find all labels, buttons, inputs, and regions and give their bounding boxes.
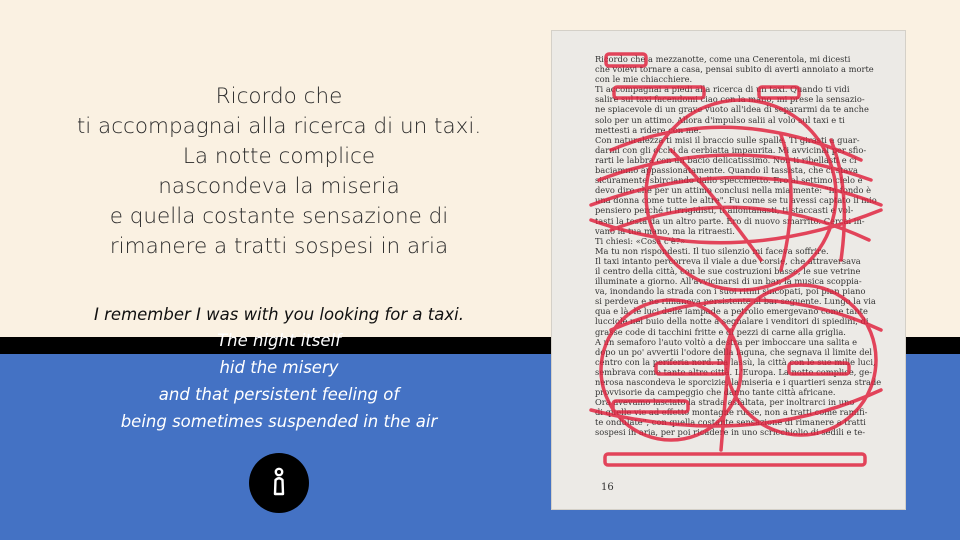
book-page-line: di quelle vie ad effetto montagne russe, non a tratti come ramifi- [595,407,868,418]
blackout-poetry-photo [551,30,906,510]
book-page-line: te ondulate", con quella costante sensazione di rimanere a tratti [595,417,866,428]
book-page-line: sembrava come tante altre città. L'Europa. La notte complice, ge- [595,366,873,377]
book-page-line: dopo un po' avvertii l'odore della laguna, che segnava il limite del [595,346,873,357]
book-page-line: qua e là, le luci delle lampade a petrolio emergevano come tante [595,306,868,317]
english-line: The night itself [217,331,341,350]
italian-poem [40,82,518,262]
book-page-line: tasti la testa da un altro parte. Ero di nuovo smarrito. Cercai in- [595,215,865,226]
book-page-line: Il taxi intanto percorreva il viale a due corsie, che attraversava [595,255,861,266]
book-page-line: darmi con gli occhi da cerbiatta impaurita. Mi avvicinai per sfio- [595,144,867,155]
italian-line: rimanere a tratti sospesi in aria [109,234,449,259]
italian-line: Ricordo che [215,84,343,109]
english-line: hid the misery [219,358,339,377]
english-line: and that persistent feeling of [158,385,400,404]
book-page-line: ne spiacevole di un grave vuoto all'idea di separarmi da te anche [595,104,869,115]
book-page-line: grasse code di tacchini fritte e di pezzi di carne alla griglia. [595,326,846,337]
book-page-line: baciammo appassionatamente. Quando il tassista, che ci stava [595,165,858,176]
book-page-line: provvisorie da campeggio che danno tante città africane. [595,387,836,398]
book-page-line: Ti accompagnai a piedi alla ricerca di un taxi. Quando ti vidi [595,84,850,95]
book-page-line: salire sul taxi facendomi ciao con la mano, mi prese la sensazio- [595,94,865,105]
book-page-line: Ti chiesi: «Cosa c'è?» [595,235,686,246]
page-number: 16 [601,482,614,493]
book-page-line: Con naturalezza ti misi il braccio sulle spalle. Ti girasti a guar- [595,134,860,145]
book-page-line: Ora avevamo lasciato la strada asfaltata, per inoltrarci in uno [595,397,855,408]
book-page-line: si perdeva e ne rimaneva persistente al bar seguente. Lungo la via [595,296,876,307]
book-page-line: il centro della città, con le sue costruzioni basse, le sue vetrine [595,265,861,276]
book-page-line: una donna come tutte le altre". Fu come se tu avessi captato il mio [595,195,877,206]
book-page-line: con le mie chiacchiere. [595,74,693,85]
book-page-line: va, inondando la strada con i suoi ritmi sincopati, poi pian piano [595,286,866,297]
figure-logo-icon [249,453,309,513]
book-page-line: sicuramente sbirciando dallo specchietto. Ero al settimo cielo e [595,175,863,186]
book-page-line: mettesti a ridere con me. [595,124,702,135]
book-page-line: che volevi tornare a casa, pensai subito di averti annoiato a morte [595,64,874,75]
book-page-line: centro con la periferia nord. Da lassù, la città con le sue mille luci, [595,356,876,367]
italian-line: La notte complice [182,144,376,169]
book-page-line: lucciole nel buio della notte a segnalare i venditori di spiedini, di [595,316,869,327]
book-page-line: solo per un attimo. Allora d'impulso salii al volo sul taxi e ti [595,114,845,125]
book-page-line: rarti le labbra con un bacio delicatissimo. Non ti ribellasti e ci [595,154,857,165]
book-page-line: illuminate a giorno. All'avvicinarsi di un bar, la musica scoppia- [595,276,862,287]
english-line: I remember I was with you looking for a taxi. [94,305,464,324]
italian-line: e quella costante sensazione di [109,204,449,229]
book-page-line: devo dire che per un attimo conclusi nella mia mente: "In fondo è [595,185,872,196]
book-page-line: Ma tu non rispondesti. Il tuo silenzio mi faceva soffrire. [595,245,829,256]
book-page-line: nerosa nascondeva le sporcizie, la miseria e i quartieri senza strade [595,377,882,387]
english-line: being sometimes suspended in the air [120,412,438,431]
book-page-line: sospesi in aria, per poi ricadere in uno scricchiolio di sedili e te- [595,427,866,438]
book-page-line: Ricordo che a mezzanotte, come una Cenerentola, mi dicesti [595,54,851,64]
italian-line: ti accompagnai alla ricerca di un taxi. [76,114,482,139]
italian-line: nascondeva la miseria [158,174,400,199]
book-page-line: pensiero perché ti irrigidisti, ti allontanasti, ti staccasti e vol- [595,205,854,216]
book-page-line: A un semaforo l'auto voltò a destra per imboccare una salita e [595,336,858,347]
red-marker-drawing [551,30,906,510]
book-page-line: vano la tua mano, ma la ritraesti. [595,225,735,236]
